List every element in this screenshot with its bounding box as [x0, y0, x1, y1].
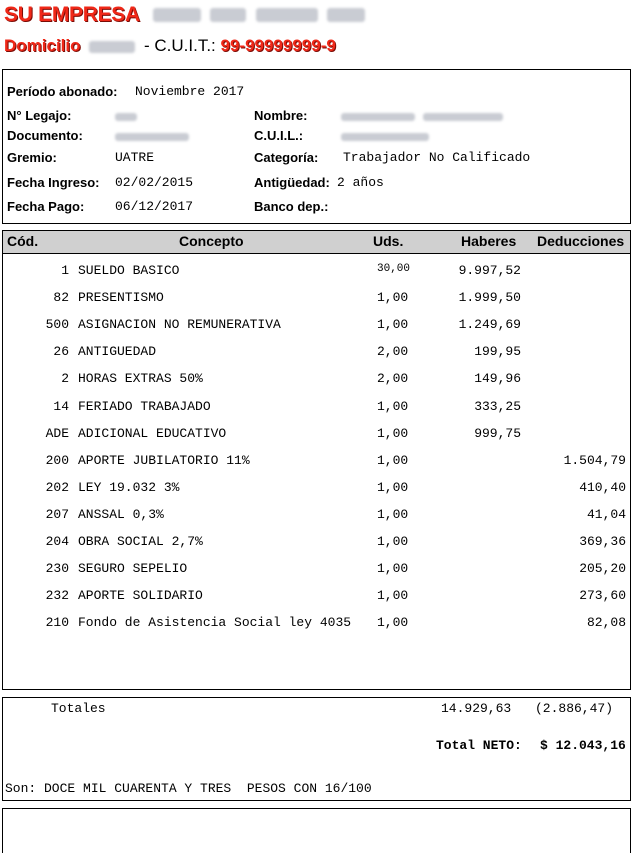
redacted-company-suffix	[256, 8, 318, 22]
cell-deducciones: 1.504,79	[563, 452, 626, 468]
gremio-label: Gremio:	[7, 150, 57, 165]
cell-concepto: OBRA SOCIAL 2,7%	[78, 534, 203, 549]
cell-deducciones: 369,36	[579, 534, 626, 549]
cell-uds: 2,00	[377, 344, 409, 360]
cell-uds: 1,00	[377, 317, 409, 333]
cell-concepto: FERIADO TRABAJADO	[78, 398, 211, 414]
header-cod: Cód.	[7, 233, 39, 249]
redacted-apellido	[423, 113, 503, 121]
antiguedad-label: Antigüedad:	[254, 175, 330, 190]
cell-uds: 1,00	[377, 398, 409, 414]
table-row	[3, 529, 630, 556]
cell-uds: 1,00	[377, 588, 409, 604]
totals-label: Totales	[51, 701, 106, 716]
table-row	[3, 502, 630, 529]
table-row	[3, 394, 630, 421]
address-label: Domicilio	[4, 36, 81, 55]
cell-concepto: PRESENTISMO	[78, 290, 164, 306]
cell-concepto: ANSSAL 0,3%	[78, 506, 164, 522]
categoria-label: Categoría:	[254, 150, 319, 165]
employee-info-box	[2, 69, 631, 224]
cell-haberes: 9.997,52	[458, 263, 521, 278]
address-line	[4, 36, 336, 56]
table-row	[3, 339, 630, 366]
cell-haberes: 1.999,50	[458, 290, 521, 306]
header-uds: Uds.	[373, 233, 404, 249]
redacted-company-suffix	[153, 8, 201, 22]
table-row	[3, 610, 630, 637]
header-haberes: Haberes	[461, 233, 517, 249]
cell-deducciones: 205,20	[579, 561, 626, 577]
redacted-cuil	[341, 133, 429, 141]
periodo-value: Noviembre 2017	[135, 84, 245, 99]
table-row	[3, 556, 630, 583]
documento-label: Documento:	[7, 128, 83, 143]
cell-cod: ADE	[45, 425, 69, 441]
table-row	[3, 475, 630, 502]
header-concepto: Concepto	[179, 233, 244, 249]
table-row	[3, 448, 630, 475]
cell-deducciones: 41,04	[586, 506, 626, 522]
son-amount-words: Son: DOCE MIL CUARENTA Y TRES PESOS CON 16/100	[5, 781, 372, 796]
cuit-value: 99-99999999-9	[220, 36, 336, 55]
cell-cod: 204	[45, 534, 69, 549]
cell-haberes: 1.249,69	[458, 317, 521, 333]
company-name	[4, 3, 365, 27]
banco-label: Banco dep.:	[254, 199, 329, 214]
cell-concepto: SUELDO BASICO	[78, 263, 180, 278]
cell-uds: 1,00	[377, 561, 409, 577]
cell-cod: 200	[45, 452, 69, 468]
totals-box	[2, 697, 631, 801]
pago-value: 06/12/2017	[115, 199, 194, 214]
table-row	[3, 285, 630, 312]
cell-cod: 210	[45, 615, 69, 631]
cell-uds: 1,00	[377, 290, 409, 306]
cell-cod: 1	[61, 263, 69, 278]
neto-value: $ 12.043,16	[540, 738, 626, 753]
cell-deducciones: 410,40	[579, 479, 626, 495]
table-row	[3, 421, 630, 448]
table-row	[3, 366, 630, 393]
cell-concepto: APORTE SOLIDARIO	[78, 588, 203, 604]
cell-uds: 1,00	[377, 615, 409, 631]
cell-cod: 14	[53, 398, 69, 414]
pago-label: Fecha Pago:	[7, 199, 85, 214]
categoria-value: Trabajador No Calificado	[343, 150, 531, 165]
cell-concepto: Fondo de Asistencia Social ley 4035	[78, 615, 352, 631]
legajo-label: N° Legajo:	[7, 108, 72, 123]
cell-concepto: ADICIONAL EDUCATIVO	[78, 425, 227, 441]
cell-uds: 30,00	[377, 263, 411, 275]
table-row	[3, 312, 630, 339]
cell-haberes: 199,95	[474, 344, 521, 360]
cell-cod: 202	[45, 479, 69, 495]
totals-deducciones: (2.886,47)	[535, 701, 614, 716]
cell-deducciones: 273,60	[579, 588, 626, 604]
antiguedad-value: 2 años	[337, 175, 384, 190]
cell-cod: 500	[45, 317, 69, 333]
gremio-value: UATRE	[115, 150, 155, 165]
cell-uds: 1,00	[377, 479, 409, 495]
redacted-nombre	[341, 113, 415, 121]
company-name-text: SU EMPRESA	[4, 3, 140, 26]
concepts-table	[2, 230, 631, 690]
cell-concepto: ASIGNACION NO REMUNERATIVA	[78, 317, 281, 333]
nombre-label: Nombre:	[254, 108, 308, 123]
ingreso-label: Fecha Ingreso:	[7, 175, 100, 190]
neto-label: Total NETO:	[436, 738, 522, 753]
table-header	[3, 231, 630, 254]
cell-concepto: ANTIGUEDAD	[78, 344, 157, 360]
signature-box	[2, 808, 631, 853]
cell-uds: 1,00	[377, 506, 409, 522]
ingreso-value: 02/02/2015	[115, 175, 194, 190]
cell-cod: 232	[45, 588, 69, 604]
periodo-label: Período abonado:	[7, 84, 118, 99]
cell-uds: 1,00	[377, 534, 409, 549]
cell-deducciones: 82,08	[586, 615, 626, 631]
redacted-company-suffix	[327, 8, 365, 22]
cell-uds: 2,00	[377, 371, 409, 387]
table-row	[3, 258, 630, 285]
redacted-documento	[115, 133, 189, 141]
cell-cod: 82	[53, 290, 69, 306]
header-deducciones: Deducciones	[537, 233, 625, 249]
redacted-company-suffix	[210, 8, 246, 22]
cell-haberes: 999,75	[474, 425, 521, 441]
cell-cod: 207	[45, 506, 69, 522]
cell-cod: 230	[45, 561, 69, 577]
cell-cod: 26	[53, 344, 69, 360]
cell-haberes: 149,96	[474, 371, 521, 387]
cell-concepto: SEGURO SEPELIO	[78, 561, 188, 577]
cell-cod: 2	[61, 371, 69, 387]
cell-concepto: HORAS EXTRAS 50%	[78, 371, 203, 387]
cuil-label: C.U.I.L.:	[254, 128, 304, 143]
cell-concepto: APORTE JUBILATORIO 11%	[78, 452, 250, 468]
table-row	[3, 583, 630, 610]
cell-concepto: LEY 19.032 3%	[78, 479, 180, 495]
cell-uds: 1,00	[377, 425, 409, 441]
cell-uds: 1,00	[377, 452, 409, 468]
redacted-legajo	[115, 113, 137, 121]
cuit-label: - C.U.I.T.:	[143, 36, 216, 55]
redacted-address	[89, 41, 135, 53]
totals-haberes: 14.929,63	[441, 701, 512, 716]
cell-haberes: 333,25	[474, 398, 521, 414]
